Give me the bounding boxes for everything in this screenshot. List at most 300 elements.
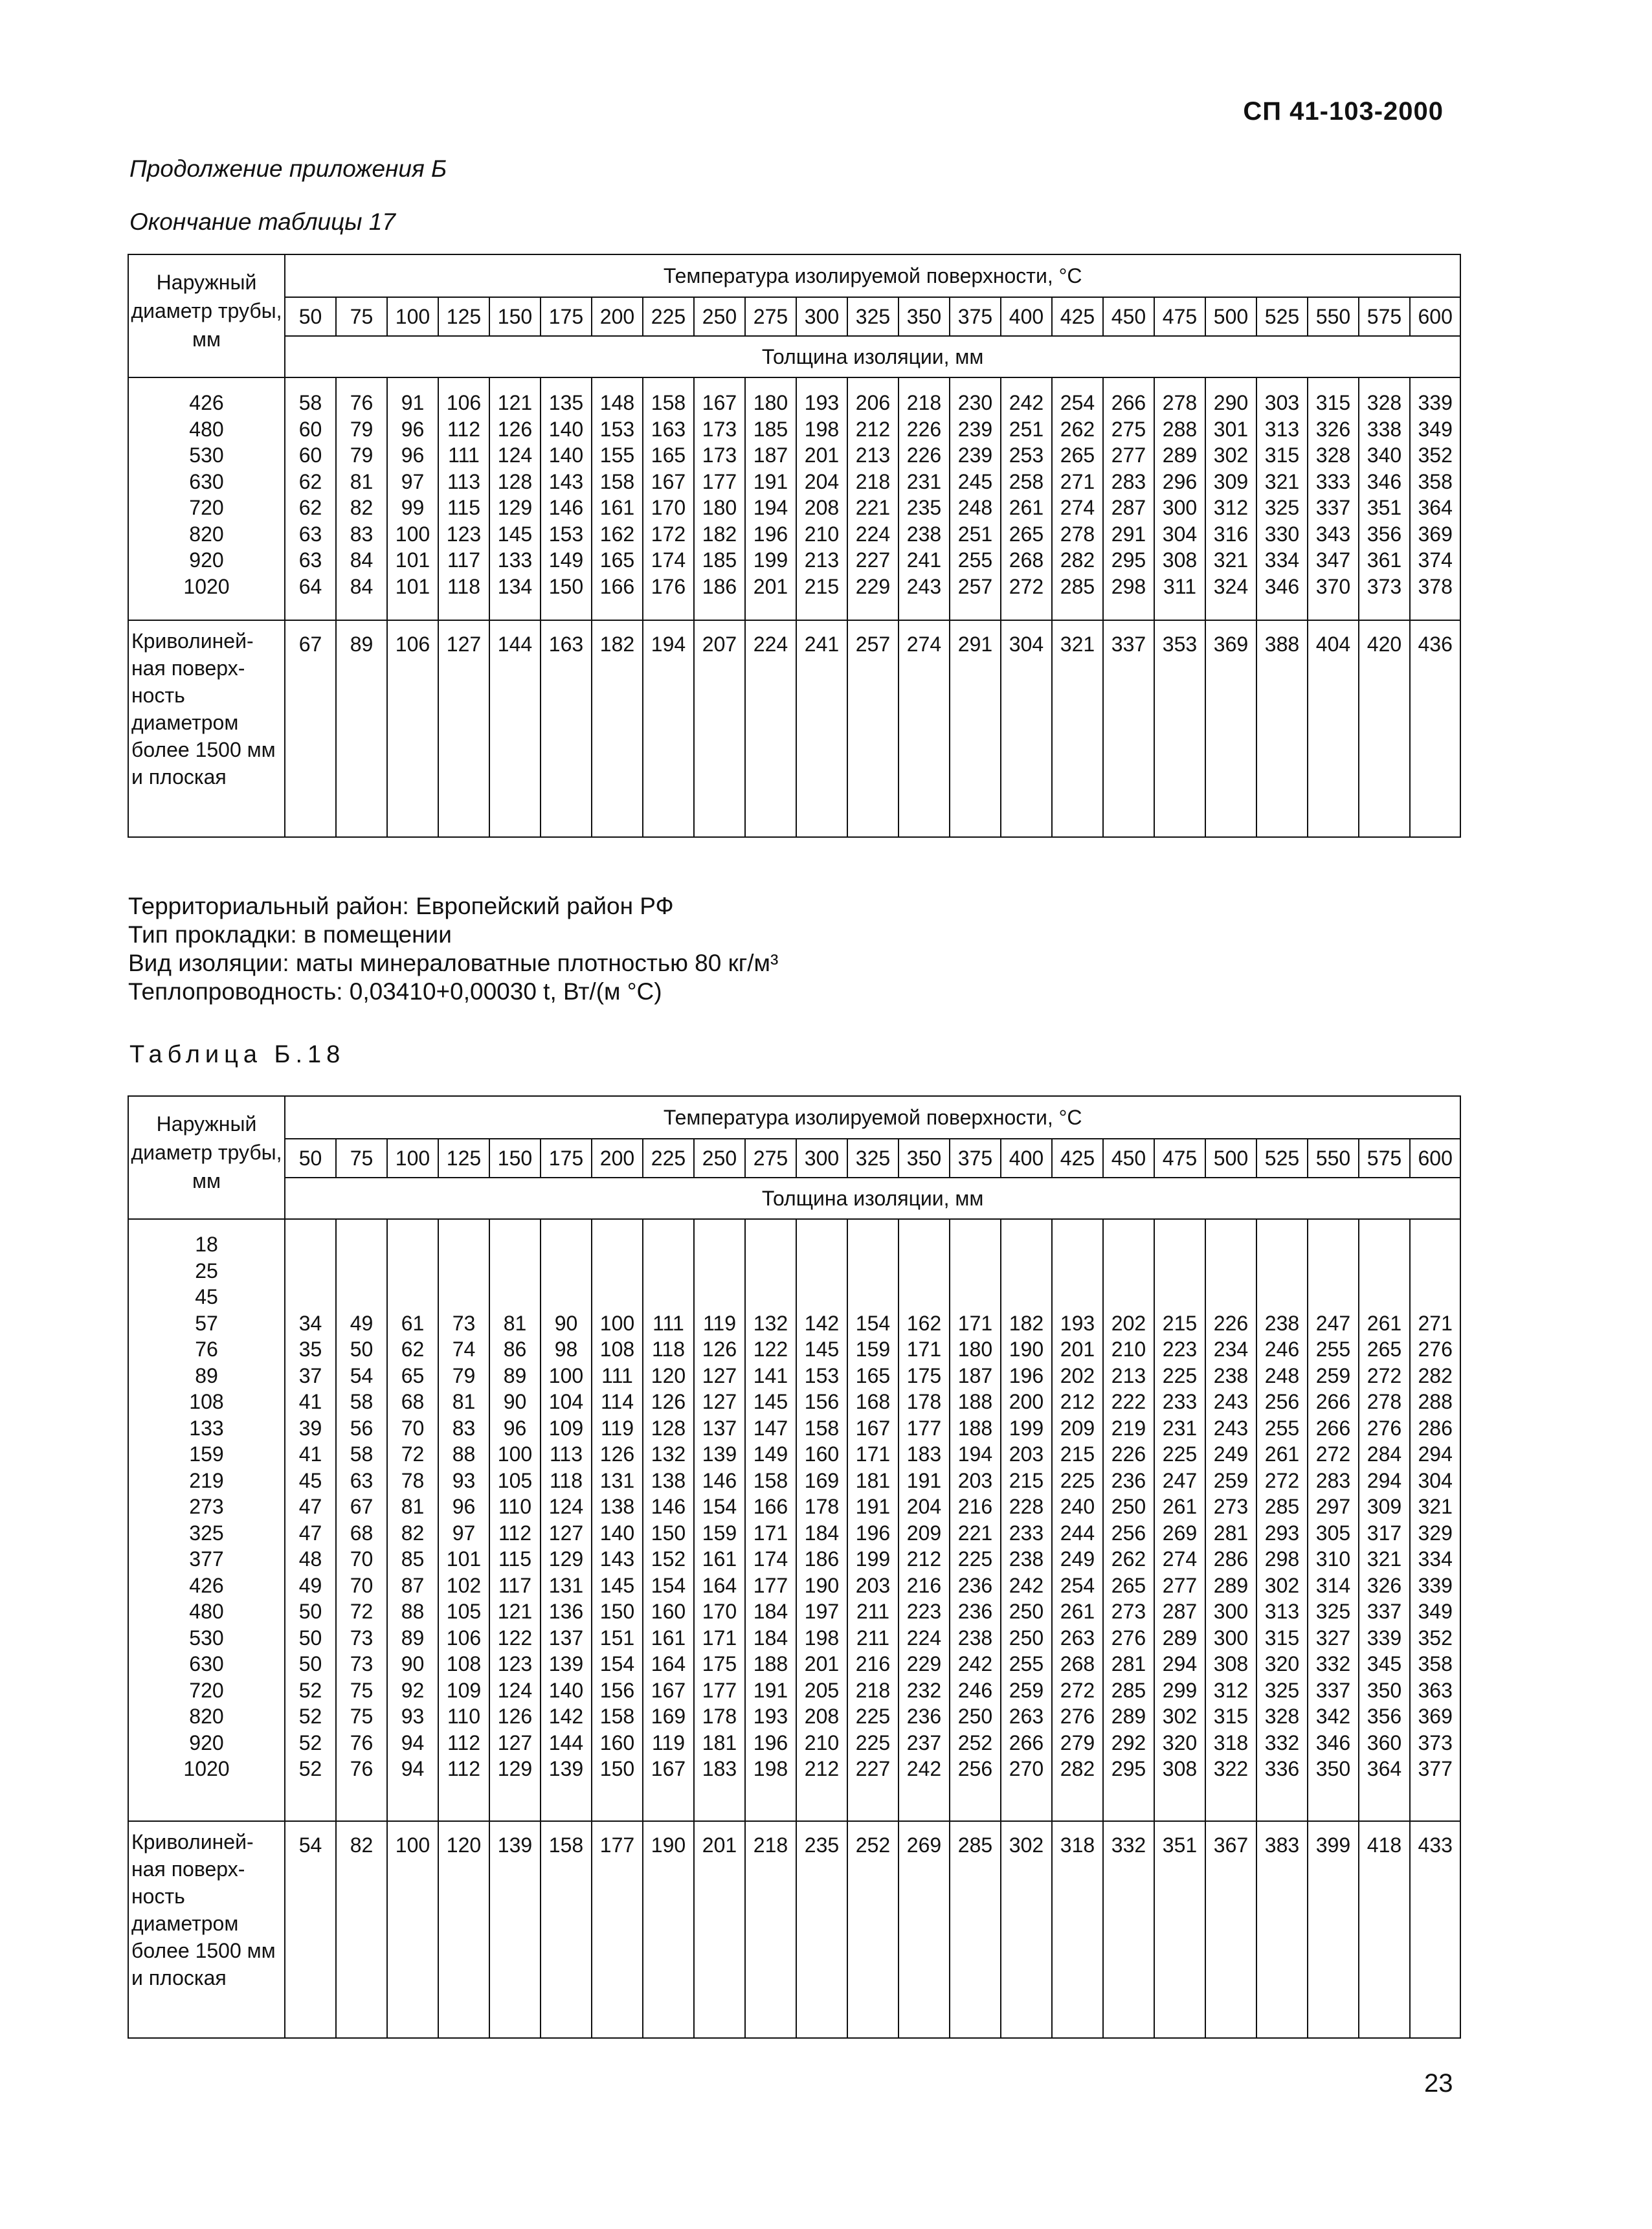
thickness-value: 276: [1418, 1338, 1453, 1361]
info-insulation-type: Вид изоляции: маты минераловатные плотностью 80 кг/м³: [128, 950, 779, 976]
thickness-value: 35: [298, 1338, 322, 1361]
thickness-value: 63: [298, 548, 322, 572]
thickness-value: [1104, 1284, 1154, 1310]
temperature-cell: 250: [694, 297, 745, 336]
thickness-value: [285, 1258, 335, 1284]
thickness-value: [541, 1258, 591, 1284]
thickness-value: 188: [957, 1416, 993, 1440]
thickness-value: [1257, 1258, 1307, 1284]
thickness-value: 149: [753, 1442, 788, 1466]
curved-surface-value: 257: [847, 620, 899, 837]
thickness-value: 273: [1213, 1495, 1249, 1518]
temperature-cell: 225: [643, 297, 694, 336]
thickness-value: [1257, 1284, 1307, 1310]
diameter-value: 89: [195, 1363, 218, 1387]
thickness-value: 182: [1009, 1311, 1044, 1335]
thickness-value: 225: [855, 1705, 891, 1728]
curved-surface-value: 163: [541, 620, 592, 837]
thickness-column: [1154, 377, 1205, 620]
thickness-value: 201: [804, 443, 840, 467]
thickness-value: 171: [855, 1442, 891, 1466]
thickness-value: [1206, 1231, 1256, 1258]
info-conductivity: Теплопроводность: 0,03410+0,00030 t, Вт/(м °С): [128, 978, 662, 1005]
thickness-value: 79: [350, 417, 374, 441]
thickness-value: 105: [446, 1600, 482, 1623]
thickness-value: 325: [1264, 496, 1300, 519]
thickness-value: 97: [401, 469, 425, 493]
thickness-value: 378: [1418, 574, 1453, 598]
thickness-value: 295: [1111, 548, 1146, 572]
diameter-value: 480: [189, 417, 224, 441]
thickness-value: 119: [651, 1731, 685, 1754]
temperature-row: [128, 297, 1460, 336]
curved-surface-value: 241: [796, 620, 847, 837]
thickness-value: 150: [599, 1757, 635, 1780]
thickness-value: 188: [957, 1390, 993, 1413]
thickness-value: 154: [651, 1573, 686, 1597]
info-region: Территориальный район: Европейский район РФ: [128, 893, 674, 919]
thickness-value: 356: [1367, 1705, 1402, 1728]
thickness-value: 313: [1264, 1600, 1300, 1623]
thickness-value: 351: [1367, 496, 1402, 519]
thickness-value: 147: [753, 1416, 788, 1440]
thickness-value: 204: [906, 1495, 942, 1518]
thickness-value: 225: [957, 1547, 993, 1571]
thickness-value: 127: [702, 1390, 737, 1413]
thickness-value: 274: [1060, 496, 1095, 519]
curved-surface-value: 218: [745, 1821, 796, 2038]
thickness-value: 266: [1111, 391, 1146, 414]
temperature-header: Температура изолируемой поверхности, °С: [285, 1096, 1460, 1139]
thickness-value: 86: [503, 1338, 527, 1361]
thickness-value: 337: [1315, 496, 1351, 519]
thickness-value: 298: [1111, 574, 1146, 598]
thickness-column: [387, 377, 438, 620]
temperature-cell: 475: [1154, 297, 1205, 336]
thickness-value: 90: [401, 1652, 425, 1675]
diameter-value: 630: [189, 469, 224, 493]
curved-surface-value: 177: [592, 1821, 643, 2038]
thickness-column: [643, 377, 694, 620]
thickness-value: 268: [1009, 548, 1044, 572]
thickness-value: 250: [1009, 1626, 1044, 1650]
curved-surface-value: 194: [643, 620, 694, 837]
curved-surface-value: 235: [796, 1821, 847, 2038]
thickness-value: 315: [1264, 443, 1300, 467]
header-row: [128, 1096, 1460, 1139]
thickness-value: 308: [1162, 1757, 1198, 1780]
thickness-value: 262: [1060, 417, 1095, 441]
thickness-value: 106: [446, 1626, 482, 1650]
thickness-value: [797, 1258, 847, 1284]
curved-surface-value: 420: [1359, 620, 1410, 837]
thickness-value: [1053, 1258, 1102, 1284]
thickness-value: 225: [1162, 1442, 1198, 1466]
thickness-value: 213: [804, 548, 840, 572]
table18-label: Таблица Б.18: [129, 1041, 346, 1068]
thickness-value: 154: [599, 1652, 635, 1675]
thickness-value: 224: [906, 1626, 942, 1650]
thickness-value: 256: [1264, 1390, 1300, 1413]
thickness-value: 277: [1111, 443, 1146, 467]
thickness-value: 287: [1162, 1600, 1198, 1623]
thickness-value: 213: [1111, 1363, 1146, 1387]
thickness-value: 188: [753, 1652, 788, 1675]
thickness-column: [1410, 1219, 1460, 1821]
thickness-value: 166: [753, 1495, 788, 1518]
thickness-value: 328: [1315, 443, 1351, 467]
thickness-column: [950, 1219, 1001, 1821]
diameter-value: 108: [189, 1390, 224, 1413]
thickness-value: 328: [1367, 391, 1402, 414]
thickness-value: 290: [1213, 391, 1249, 414]
thickness-value: 182: [702, 522, 737, 546]
thickness-value: 216: [957, 1495, 993, 1518]
thickness-column: [592, 1219, 643, 1821]
thickness-value: 350: [1367, 1678, 1402, 1702]
thickness-value: [746, 1258, 796, 1284]
thickness-value: 257: [957, 574, 993, 598]
thickness-column: [899, 1219, 950, 1821]
curved-surface-label: Криволиней-ная поверх-ность диаметром более 1500 мм и плоская: [128, 620, 285, 837]
diameter-value: 25: [195, 1259, 218, 1283]
curved-surface-value: 252: [847, 1821, 899, 2038]
thickness-value: 166: [599, 574, 635, 598]
thickness-value: 250: [1111, 1495, 1146, 1518]
thickness-value: 68: [401, 1390, 425, 1413]
thickness-value: 190: [804, 1573, 840, 1597]
thickness-value: 255: [957, 548, 993, 572]
thickness-value: [1155, 1231, 1205, 1258]
thickness-value: 227: [855, 1757, 891, 1780]
thickness-value: 285: [1264, 1495, 1300, 1518]
thickness-value: 346: [1315, 1731, 1351, 1754]
thickness-value: 337: [1315, 1678, 1351, 1702]
thickness-value: 202: [1060, 1363, 1095, 1387]
thickness-value: 300: [1213, 1600, 1249, 1623]
thickness-value: 50: [350, 1338, 374, 1361]
thickness-value: 175: [906, 1363, 942, 1387]
thickness-value: 249: [1060, 1547, 1095, 1571]
diameter-value: 426: [189, 1573, 224, 1597]
thickness-value: 231: [1162, 1416, 1198, 1440]
thickness-value: 334: [1418, 1547, 1453, 1571]
curved-surface-value: 89: [336, 620, 387, 837]
thickness-value: [899, 1231, 949, 1258]
thickness-value: 350: [1315, 1757, 1351, 1780]
thickness-value: 146: [651, 1495, 686, 1518]
thickness-value: [1359, 1284, 1409, 1310]
thickness-value: 177: [702, 1678, 737, 1702]
thickness-value: 82: [350, 496, 374, 519]
thickness-value: 315: [1264, 1626, 1300, 1650]
thickness-value: 325: [1264, 1678, 1300, 1702]
thickness-value: 158: [753, 1468, 788, 1492]
diameter-column: [128, 1219, 285, 1821]
thickness-value: 93: [401, 1705, 425, 1728]
diameter-value: 45: [195, 1285, 218, 1308]
thickness-column: [1001, 1219, 1052, 1821]
thickness-value: [643, 1258, 693, 1284]
temperature-cell: 75: [336, 1139, 387, 1178]
thickness-value: 304: [1418, 1468, 1453, 1492]
thickness-value: 146: [702, 1468, 737, 1492]
thickness-value: [643, 1231, 693, 1258]
thickness-value: 191: [855, 1495, 891, 1518]
thickness-value: 196: [753, 522, 788, 546]
thickness-value: 295: [1111, 1757, 1146, 1780]
thickness-value: 321: [1264, 469, 1300, 493]
thickness-value: [695, 1284, 744, 1310]
temperature-cell: 250: [694, 1139, 745, 1178]
thickness-value: 62: [298, 469, 322, 493]
thickness-column: [899, 377, 950, 620]
thickness-value: 140: [599, 1521, 635, 1545]
thickness-value: 294: [1418, 1442, 1453, 1466]
thickness-value: 237: [906, 1731, 942, 1754]
thickness-value: [388, 1284, 438, 1310]
thickness-value: 129: [548, 1547, 584, 1571]
thickness-value: 270: [1009, 1757, 1044, 1780]
diameter-value: 820: [189, 1705, 224, 1728]
thickness-value: 321: [1418, 1495, 1453, 1518]
thickness-value: 100: [548, 1363, 584, 1387]
thickness-value: 167: [651, 469, 686, 493]
thickness-value: 49: [350, 1311, 374, 1335]
table-b18: [128, 1095, 1461, 2039]
thickness-value: [1359, 1231, 1409, 1258]
temperature-cell: 200: [592, 297, 643, 336]
thickness-value: 332: [1315, 1652, 1351, 1675]
thickness-value: 272: [1264, 1468, 1300, 1492]
thickness-value: 47: [298, 1521, 322, 1545]
thickness-value: 88: [452, 1442, 476, 1466]
thickness-value: 109: [446, 1678, 482, 1702]
thickness-value: 159: [855, 1338, 891, 1361]
thickness-value: 50: [298, 1652, 322, 1675]
thickness-value: 108: [599, 1338, 635, 1361]
thickness-value: 251: [957, 522, 993, 546]
thickness-value: 154: [702, 1495, 737, 1518]
thickness-value: 138: [651, 1468, 686, 1492]
thickness-column: [796, 1219, 847, 1821]
thickness-value: 304: [1162, 522, 1198, 546]
thickness-value: 137: [702, 1416, 737, 1440]
thickness-value: 215: [1060, 1442, 1095, 1466]
temperature-cell: 450: [1103, 297, 1154, 336]
thickness-value: 89: [503, 1363, 527, 1387]
thickness-value: 352: [1418, 443, 1453, 467]
thickness-value: 266: [1315, 1390, 1351, 1413]
temperature-cell: 275: [745, 1139, 796, 1178]
thickness-value: 52: [298, 1678, 322, 1702]
thickness-value: 265: [1060, 443, 1095, 467]
thickness-value: 291: [1111, 522, 1146, 546]
thickness-value: 112: [447, 1731, 480, 1754]
temperature-cell: 425: [1052, 1139, 1103, 1178]
thickness-column: [847, 1219, 899, 1821]
thickness-value: 148: [599, 391, 635, 414]
diameter-value: 426: [189, 391, 224, 414]
thickness-value: 289: [1162, 443, 1198, 467]
thickness-value: 112: [447, 417, 480, 441]
thickness-value: 212: [855, 417, 891, 441]
thickness-value: 310: [1315, 1547, 1351, 1571]
thickness-value: 312: [1213, 496, 1249, 519]
thickness-value: 272: [1315, 1442, 1351, 1466]
thickness-value: 79: [452, 1363, 476, 1387]
thickness-value: 216: [906, 1573, 942, 1597]
thickness-value: 94: [401, 1757, 425, 1780]
thickness-value: 243: [906, 574, 942, 598]
thickness-value: 302: [1264, 1573, 1300, 1597]
curved-surface-value: 207: [694, 620, 745, 837]
thickness-value: 184: [804, 1521, 840, 1545]
thickness-value: 128: [651, 1416, 686, 1440]
thickness-value: 175: [702, 1652, 737, 1675]
thickness-value: 342: [1315, 1705, 1351, 1728]
thickness-value: 225: [1162, 1363, 1198, 1387]
thickness-value: 101: [446, 1547, 482, 1571]
temperature-cell: 100: [387, 1139, 438, 1178]
thickness-value: 239: [957, 417, 993, 441]
thickness-value: 215: [804, 574, 840, 598]
thickness-value: 63: [298, 522, 322, 546]
thickness-value: 212: [906, 1547, 942, 1571]
thickness-value: [797, 1231, 847, 1258]
data-body-row: [128, 1219, 1460, 1821]
document-code: СП 41-103-2000: [1243, 97, 1444, 126]
thickness-value: 281: [1213, 1521, 1249, 1545]
thickness-value: 203: [957, 1468, 993, 1492]
thickness-value: 88: [401, 1600, 425, 1623]
thickness-value: 123: [497, 1652, 533, 1675]
curved-surface-value: 106: [387, 620, 438, 837]
thickness-value: 115: [498, 1547, 531, 1571]
thickness-value: 75: [350, 1678, 374, 1702]
thickness-value: 218: [855, 1678, 891, 1702]
thickness-value: 255: [1264, 1416, 1300, 1440]
thickness-value: 216: [855, 1652, 891, 1675]
thickness-value: 128: [497, 469, 533, 493]
thickness-value: 328: [1264, 1705, 1300, 1728]
thickness-value: 299: [1162, 1678, 1198, 1702]
thickness-value: [1104, 1258, 1154, 1284]
thickness-column: [285, 1219, 336, 1821]
thickness-value: 123: [446, 522, 482, 546]
thickness-value: 261: [1264, 1442, 1300, 1466]
thickness-value: 219: [1111, 1416, 1146, 1440]
thickness-value: 63: [350, 1468, 374, 1492]
thickness-value: 358: [1418, 1652, 1453, 1675]
thickness-value: 329: [1418, 1521, 1453, 1545]
thickness-value: 278: [1367, 1390, 1402, 1413]
thickness-value: 112: [447, 1757, 480, 1780]
thickness-value: 178: [702, 1705, 737, 1728]
thickness-value: 210: [804, 522, 840, 546]
thickness-value: 119: [600, 1416, 634, 1440]
curved-surface-value: 404: [1308, 620, 1359, 837]
thickness-value: 302: [1162, 1705, 1198, 1728]
thickness-value: 242: [957, 1652, 993, 1675]
thickness-value: [439, 1284, 489, 1310]
thickness-value: 186: [804, 1547, 840, 1571]
thickness-value: 262: [1111, 1547, 1146, 1571]
curved-surface-value: 100: [387, 1821, 438, 2038]
thickness-value: 96: [452, 1495, 476, 1518]
thickness-value: 100: [497, 1442, 533, 1466]
thickness-value: 161: [599, 496, 635, 519]
thickness-value: 84: [350, 548, 374, 572]
thickness-value: 185: [753, 417, 788, 441]
thickness-value: 127: [702, 1363, 737, 1387]
thickness-header-row: [128, 1178, 1460, 1219]
thickness-value: 334: [1264, 548, 1300, 572]
thickness-value: [1308, 1258, 1358, 1284]
thickness-value: [950, 1284, 1000, 1310]
data-body-row: [128, 377, 1460, 620]
temperature-cell: 350: [899, 297, 950, 336]
thickness-value: 177: [906, 1416, 942, 1440]
temperature-cell: 550: [1308, 297, 1359, 336]
thickness-value: 96: [401, 443, 425, 467]
thickness-value: 90: [503, 1390, 527, 1413]
thickness-value: [490, 1284, 540, 1310]
thickness-value: 212: [1060, 1390, 1095, 1413]
curved-surface-value: 274: [899, 620, 950, 837]
thickness-value: 126: [497, 1705, 533, 1728]
thickness-value: 271: [1060, 469, 1095, 493]
curved-surface-value: 383: [1256, 1821, 1308, 2038]
thickness-column: [1359, 1219, 1410, 1821]
thickness-value: 111: [653, 1311, 684, 1335]
thickness-value: 83: [350, 522, 374, 546]
thickness-value: 287: [1111, 496, 1146, 519]
temperature-cell: 575: [1359, 297, 1410, 336]
thickness-value: 373: [1418, 1731, 1453, 1754]
thickness-value: 244: [1060, 1521, 1095, 1545]
thickness-value: [1257, 1231, 1307, 1258]
curved-surface-value: 302: [1001, 1821, 1052, 2038]
thickness-value: 263: [1060, 1626, 1095, 1650]
thickness-value: 144: [548, 1731, 584, 1754]
thickness-value: 326: [1367, 1573, 1402, 1597]
curved-surface-value: 337: [1103, 620, 1154, 837]
thickness-value: 78: [401, 1468, 425, 1492]
thickness-value: [1001, 1231, 1051, 1258]
temperature-cell: 100: [387, 297, 438, 336]
thickness-value: [1053, 1231, 1102, 1258]
thickness-value: 62: [298, 496, 322, 519]
thickness-value: [1359, 1258, 1409, 1284]
temperature-cell: 550: [1308, 1139, 1359, 1178]
thickness-value: 225: [855, 1731, 891, 1754]
thickness-value: 275: [1111, 417, 1146, 441]
thickness-value: 89: [401, 1626, 425, 1650]
thickness-value: 73: [350, 1652, 374, 1675]
thickness-value: 278: [1060, 522, 1095, 546]
thickness-value: 293: [1264, 1521, 1300, 1545]
thickness-value: 81: [452, 1390, 476, 1413]
thickness-value: 235: [906, 496, 942, 519]
thickness-value: 129: [497, 1757, 533, 1780]
thickness-value: 223: [1162, 1338, 1198, 1361]
thickness-value: [592, 1284, 642, 1310]
thickness-value: 191: [753, 469, 788, 493]
thickness-value: 83: [452, 1416, 476, 1440]
thickness-column: [1103, 377, 1154, 620]
thickness-value: 122: [497, 1626, 533, 1650]
